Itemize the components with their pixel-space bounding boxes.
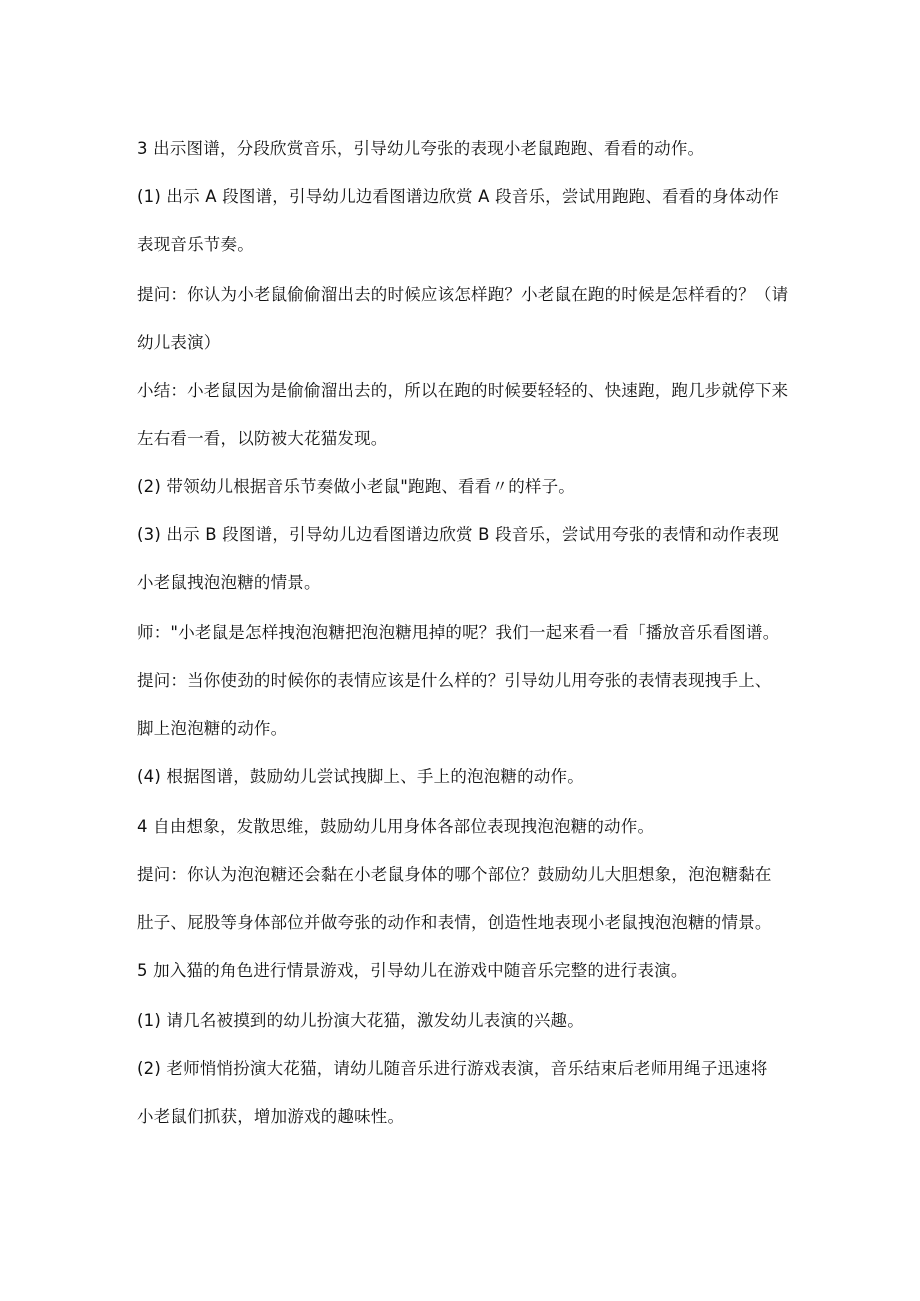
text-line: (3) 出示 B 段图谱，引导幼儿边看图谱边欣赏 B 段音乐，尝试用夸张的表情和动作表现 [137, 525, 780, 544]
text-line: (1) 出示 A 段图谱，引导幼儿边看图谱边欣赏 A 段音乐，尝试用跑跑、看看的身体动作 [137, 187, 779, 206]
text-line: (4) 根据图谱，鼓励幼儿尝试拽脚上、手上的泡泡糖的动作。 [137, 767, 584, 786]
text-line: 师："小老鼠是怎样拽泡泡糖把泡泡糖甩掉的呢？我们一起来看一看「播放音乐看图谱。 [137, 623, 780, 642]
text-line: 提问：你认为小老鼠偷偷溜出去的时候应该怎样跑？小老鼠在跑的时候是怎样看的？（请 [137, 285, 789, 304]
text-line: 表现音乐节奏。 [137, 235, 254, 254]
text-line: (2) 带领幼儿根据音乐节奏做小老鼠"跑跑、看看〃的样子。 [137, 477, 576, 496]
text-line: 小老鼠们抓获，增加游戏的趣味性。 [137, 1107, 405, 1126]
text-line: (2) 老师悄悄扮演大花猫，请幼儿随音乐进行游戏表演，音乐结束后老师用绳子迅速将 [137, 1059, 768, 1078]
text-line: (1) 请几名被摸到的幼儿扮演大花猫，激发幼儿表演的兴趣。 [137, 1011, 584, 1030]
text-line: 4 自由想象，发散思维，鼓励幼儿用身体各部位表现拽泡泡糖的动作。 [137, 817, 655, 836]
text-line: 5 加入猫的角色进行情景游戏，引导幼儿在游戏中随音乐完整的进行表演。 [137, 961, 688, 980]
text-line: 提问：你认为泡泡糖还会黏在小老鼠身体的哪个部位？鼓励幼儿大胆想象，泡泡糖黏在 [137, 865, 772, 884]
text-line: 提问：当你使劲的时候你的表情应该是什么样的？引导幼儿用夸张的表情表现拽手上、 [137, 671, 772, 690]
text-line: 3 出示图谱，分段欣赏音乐，引导幼儿夸张的表现小老鼠跑跑、看看的动作。 [137, 139, 705, 158]
text-line: 小老鼠拽泡泡糖的情景。 [137, 573, 321, 592]
text-line: 左右看一看，以防被大花猫发现。 [137, 429, 388, 448]
text-line: 脚上泡泡糖的动作。 [137, 719, 288, 738]
text-line: 肚子、屁股等身体部位并做夸张的动作和表情，创造性地表现小老鼠拽泡泡糖的情景。 [137, 913, 772, 932]
text-line: 小结：小老鼠因为是偷偷溜出去的，所以在跑的时候要轻轻的、快速跑，跑几步就停下来 [137, 381, 789, 400]
text-line: 幼儿表演） [137, 333, 221, 352]
